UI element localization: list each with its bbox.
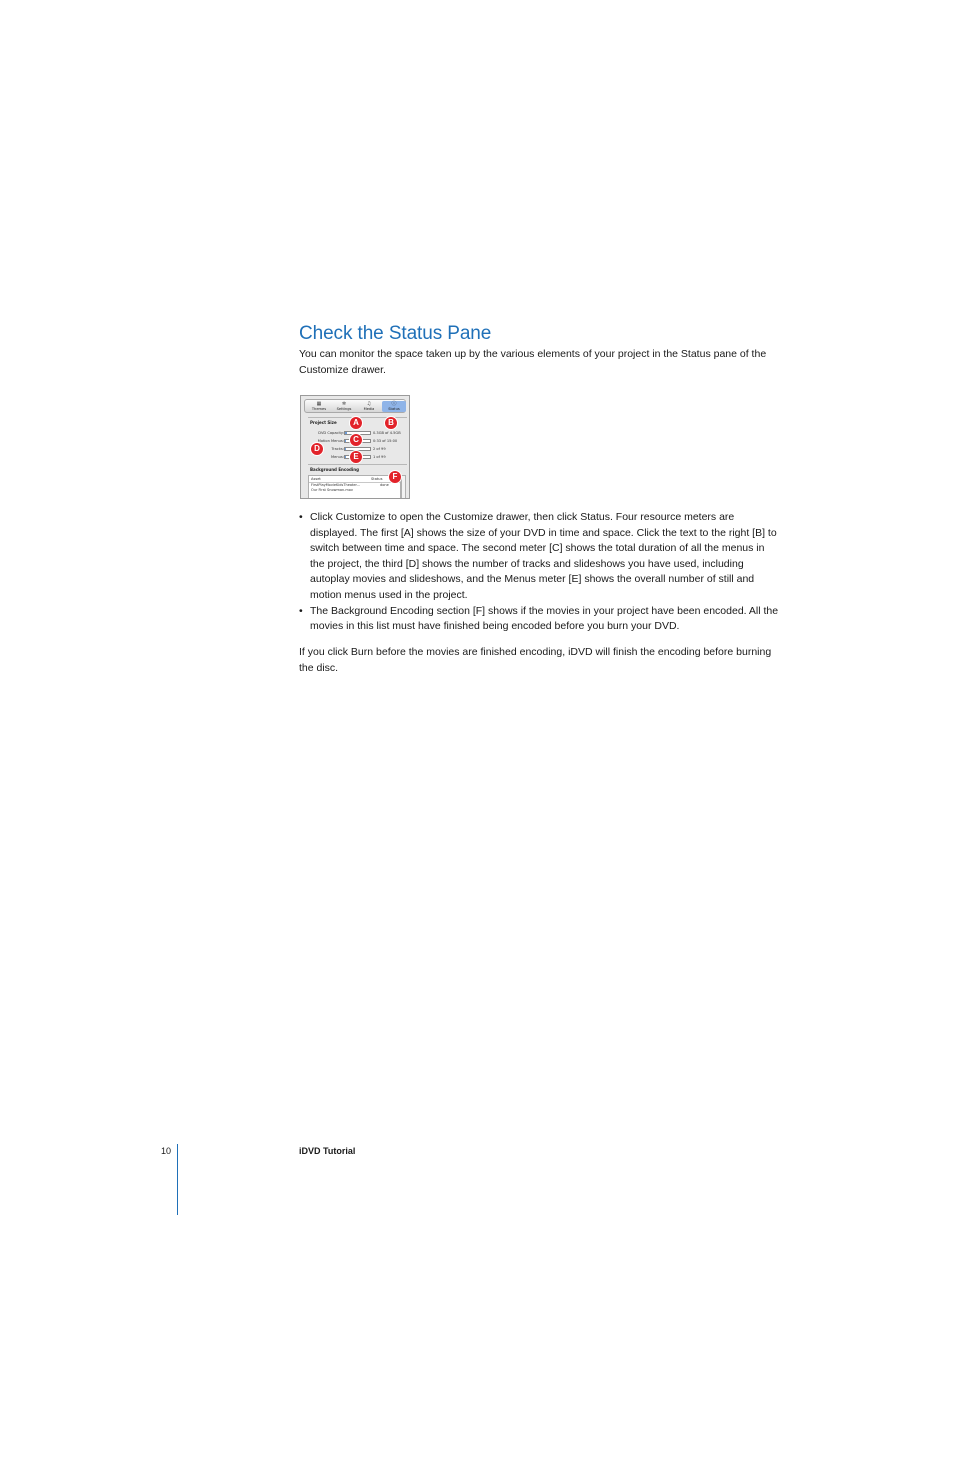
project-size-title: Project Size <box>310 420 337 425</box>
meter-fill <box>345 440 346 442</box>
footer-doc-title: iDVD Tutorial <box>299 1146 356 1156</box>
meter-value: 0:33 of 15:00 <box>373 439 398 443</box>
status-pane-screenshot <box>300 395 410 499</box>
column-header-status: Status <box>371 477 383 481</box>
meter-value: 0.3GB of 4.5GB <box>373 431 401 435</box>
meter-label: Menus: <box>331 455 344 459</box>
column-header-asset: Asset <box>311 477 321 481</box>
film-icon: ▦ <box>316 401 322 407</box>
toolbar-settings-label: Settings <box>336 407 352 411</box>
callout-a: A <box>350 417 362 429</box>
toolbar-status-label: Status <box>388 407 400 411</box>
callout-c: C <box>350 434 362 446</box>
callout-f: F <box>389 471 401 483</box>
toolbar-themes-button <box>307 401 331 412</box>
info-icon: ⓘ <box>391 401 397 407</box>
bullet-marker: • <box>299 604 303 617</box>
callout-d: D <box>311 443 323 455</box>
table-row-status: done <box>380 483 389 487</box>
list-item <box>299 604 779 635</box>
list-item-text: Click Customize to open the Customize drawer, then click Status. Four resource meters are displayed. The first [A] shows the size of your DVD in time and space. Click the text to the right [B] to switch between time and space. The second meter [C] shows the total duration of all the menus in the project, the third [D] shows the number of tracks and slideshows you have used, including autoplay movies and slideshows, and the Menus meter [E] shows the overall number of still and motion menus used in the project. <box>310 511 777 601</box>
bullet-marker: • <box>299 511 303 523</box>
table-scrollbar <box>401 475 406 499</box>
closing-paragraph: If you click Burn before the movies are finished encoding, iDVD will finish the encoding before burning the disc. <box>299 646 772 674</box>
meter-label: DVD Capacity: <box>318 431 344 435</box>
callout-b: B <box>385 417 397 429</box>
meter-fill <box>345 448 346 450</box>
meter-label: Motion Menus: <box>317 439 344 443</box>
media-icon: ♫ <box>366 401 372 407</box>
instruction-list <box>299 510 779 635</box>
table-row-asset: FirstPlayMovieKidsTheater... <box>311 483 360 487</box>
toolbar-media-button <box>357 401 381 412</box>
meter-fill <box>345 432 347 434</box>
customize-toolbar <box>304 399 406 413</box>
section-heading: Check the Status Pane <box>299 323 492 344</box>
intro-paragraph: You can monitor the space taken up by the various elements of your project in the Status pane of the Customize drawer. <box>299 348 767 376</box>
gear-icon: ✲ <box>341 401 347 407</box>
meter-label: Tracks: <box>331 447 344 451</box>
encoding-table <box>308 475 401 499</box>
toolbar-status-button <box>382 401 406 412</box>
toolbar-settings-button <box>332 401 356 412</box>
callout-e: E <box>350 451 362 463</box>
meter-value: 2 of 99 <box>373 447 386 451</box>
footer-divider <box>177 1144 178 1215</box>
list-item-text: The Background Encoding section [F] shows if the movies in your project have been encoded. All the movies in this list must have finished being encoded before you burn your DVD. <box>310 604 779 633</box>
background-encoding-title: Background Encoding <box>310 467 359 472</box>
table-row-asset: Our First Snowman.mov <box>311 488 353 492</box>
toolbar-themes-label: Themes <box>311 407 327 411</box>
toolbar-media-label: Media <box>363 407 375 411</box>
divider <box>308 464 407 465</box>
page-number: 10 <box>161 1146 172 1156</box>
meter-value: 1 of 99 <box>373 455 386 459</box>
list-item <box>299 510 779 604</box>
